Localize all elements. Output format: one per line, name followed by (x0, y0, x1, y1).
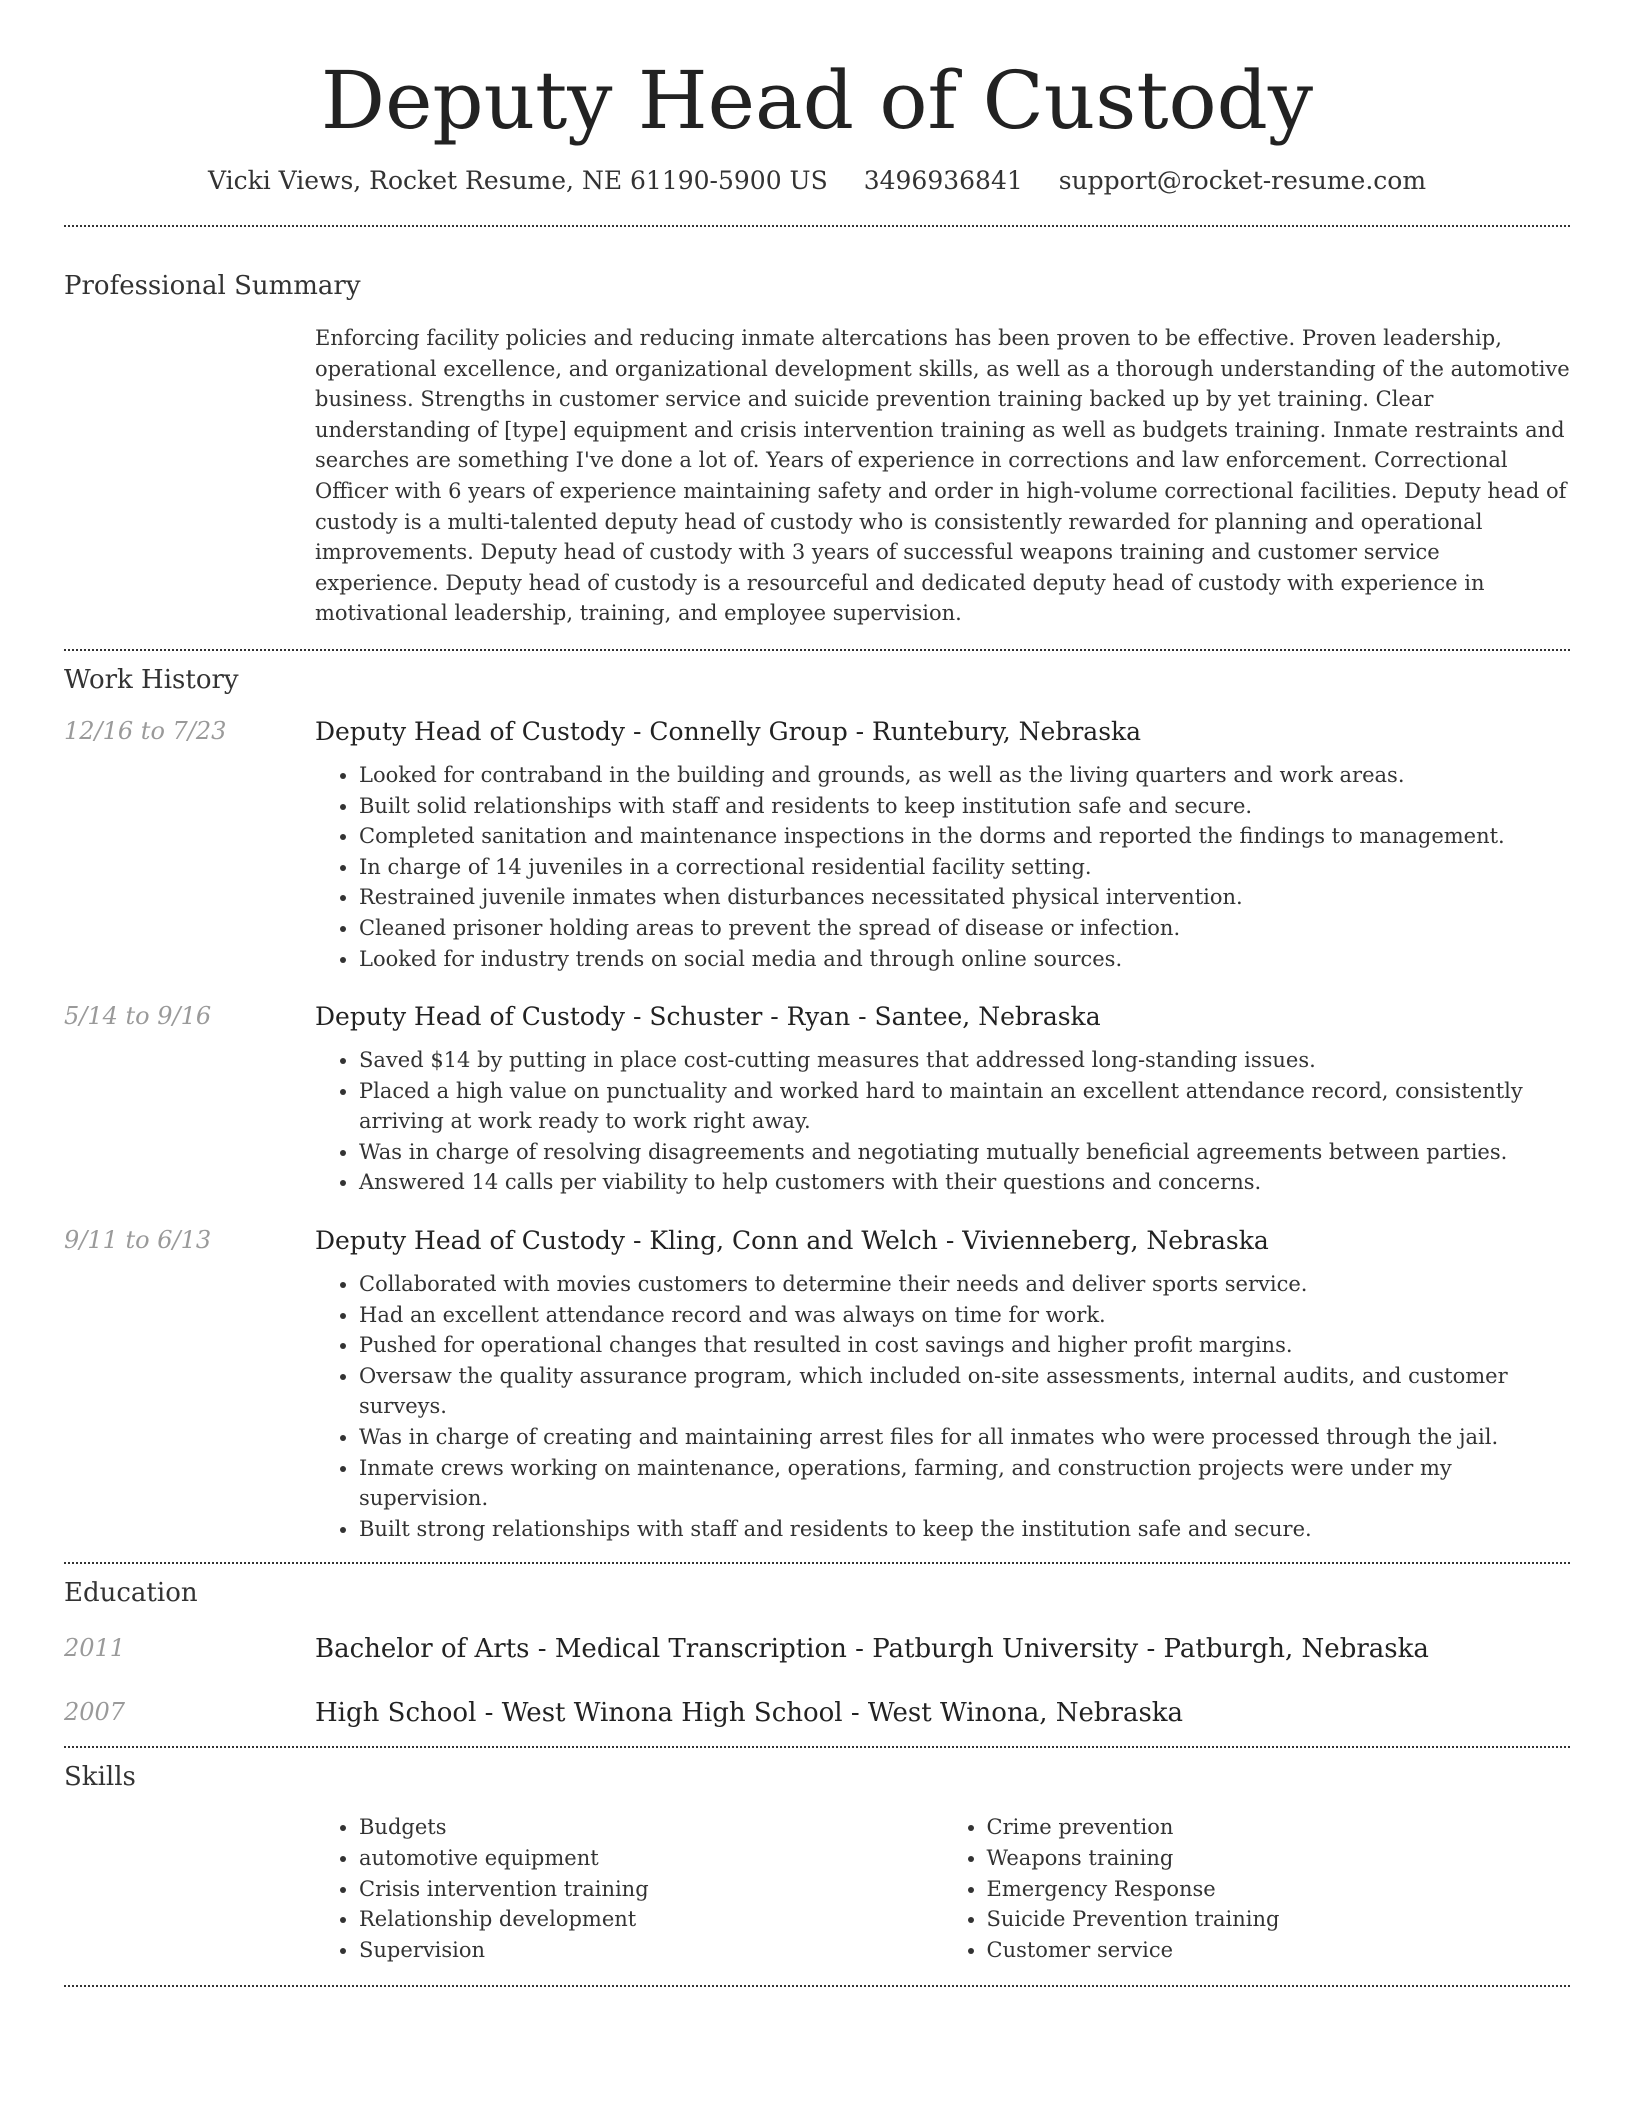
skills-spacer (64, 1812, 315, 1965)
job-bullets-col (315, 1269, 1570, 1544)
list-item: • Had an excellent attendance record and was always on time for work. (359, 1300, 1570, 1331)
job-bullets-col (315, 760, 1570, 974)
summary-heading: Professional Summary (64, 271, 361, 301)
job-bullets-row (64, 760, 1570, 974)
list-item: • Inmate crews working on maintenance, operations, farming, and construction projects were under my supervision. (359, 1453, 1570, 1514)
skill-item: • Customer service (987, 1935, 1571, 1966)
resume-page (64, 0, 1570, 1987)
section-divider (64, 1746, 1570, 1748)
education-heading: Education (64, 1578, 198, 1609)
list-item: • In charge of 14 juveniles in a correctional residential facility setting. (359, 852, 1570, 883)
education-degree: High School - West Winona High School - West Winona, Nebraska (315, 1698, 1184, 1729)
skill-item: • Crime prevention (987, 1812, 1571, 1843)
job-header (64, 1226, 1570, 1255)
skill-item: • Supervision (359, 1935, 943, 1966)
job-entry (64, 1002, 1570, 1198)
skill-item: • Suicide Prevention training (987, 1904, 1571, 1935)
job-dates: 9/11 to 6/13 (64, 1226, 212, 1255)
job-header (64, 1002, 1570, 1031)
job-dates: 12/16 to 7/23 (64, 716, 227, 745)
skills-grid (315, 1812, 1570, 1965)
skills-heading: Skills (64, 1762, 136, 1793)
section-divider (64, 1562, 1570, 1564)
list-item: • Restrained juvenile inmates when disturbances necessitated physical intervention. (359, 882, 1570, 913)
skill-item: • Relationship development (359, 1904, 943, 1935)
list-item: • Cleaned prisoner holding areas to prevent the spread of disease or infection. (359, 913, 1570, 944)
skills-list-left (315, 1812, 943, 1965)
section-divider (64, 1985, 1570, 1987)
job-spacer (64, 760, 315, 974)
list-item: • Pushed for operational changes that resulted in cost savings and higher profit margins. (359, 1330, 1570, 1361)
skill-item: • Weapons training (987, 1843, 1571, 1874)
list-item: • Looked for industry trends on social media and through online sources. (359, 944, 1570, 975)
list-item: • Saved $14 by putting in place cost-cutting measures that addressed long-standing issues. (359, 1045, 1570, 1076)
list-item: • Built strong relationships with staff and residents to keep the institution safe and secure. (359, 1514, 1570, 1545)
summary-spacer (64, 323, 315, 629)
job-entry (64, 717, 1570, 974)
job-bullets (315, 760, 1570, 974)
job-bullets (315, 1045, 1570, 1198)
job-bullets (315, 1269, 1570, 1544)
education-year: 2011 (64, 1634, 126, 1663)
skill-item: • Budgets (359, 1812, 943, 1843)
job-title: Deputy Head of Custody - Connelly Group - Runtebury, Nebraska (315, 716, 1142, 746)
section-divider (64, 649, 1570, 651)
list-item: • Collaborated with movies customers to determine their needs and deliver sports service. (359, 1269, 1570, 1300)
skill-item: • Emergency Response (987, 1874, 1571, 1905)
contact-address: Vicki Views, Rocket Resume, NE 61190-5900 US (207, 166, 828, 195)
job-title: Deputy Head of Custody - Kling, Conn and Welch - Vivienneberg, Nebraska (315, 1226, 1269, 1256)
education-degree: Bachelor of Arts - Medical Transcription - Patburgh University - Patburgh, Nebraska (315, 1634, 1429, 1665)
contact-phone: 3496936841 (863, 166, 1023, 195)
list-item: • Placed a high value on punctuality and worked hard to maintain an excellent attendance record, consistently arriving at work ready to work right away. (359, 1076, 1570, 1137)
list-item: • Was in charge of resolving disagreements and negotiating mutually beneficial agreements between parties. (359, 1137, 1570, 1168)
skills-row (64, 1812, 1570, 1965)
job-header (64, 717, 1570, 746)
section-divider (64, 225, 1570, 227)
list-item: • Was in charge of creating and maintaining arrest files for all inmates who were processed through the jail. (359, 1422, 1570, 1453)
job-dates: 5/14 to 9/16 (64, 1002, 212, 1031)
job-bullets-row (64, 1045, 1570, 1198)
job-bullets-row (64, 1269, 1570, 1544)
education-year: 2007 (64, 1698, 126, 1727)
contact-info (64, 166, 1570, 195)
summary-row (64, 323, 1570, 629)
list-item: • Looked for contraband in the building and grounds, as well as the living quarters and work areas. (359, 760, 1570, 791)
job-title: Deputy Head of Custody - Schuster - Ryan - Santee, Nebraska (315, 1002, 1101, 1032)
contact-email: support@rocket-resume.com (1058, 166, 1427, 195)
list-item: • Built solid relationships with staff and residents to keep institution safe and secure. (359, 791, 1570, 822)
list-item: • Completed sanitation and maintenance inspections in the dorms and reported the findings to management. (359, 821, 1570, 852)
skills-list-right (943, 1812, 1571, 1965)
skill-item: • Crisis intervention training (359, 1874, 943, 1905)
list-item: • Answered 14 calls per viability to help customers with their questions and concerns. (359, 1167, 1570, 1198)
list-item: • Oversaw the quality assurance program, which included on-site assessments, internal audits, and customer surveys. (359, 1361, 1570, 1422)
job-bullets-col (315, 1045, 1570, 1198)
education-entry (64, 1698, 1570, 1728)
job-spacer (64, 1269, 315, 1544)
summary-text: Enforcing facility policies and reducing inmate altercations has been proven to be effective. Proven leadership, operational excellence, and organizational development skills, as well as a thorough understanding of the automotive business. Strengths in customer service and suicide prevention training backed up by yet training. Clear understanding of [type] equipment and crisis intervention training as well as budgets training. Inmate restraints and searches are something I've done a lot of. Years of experience in corrections and law enforcement. Correctional Officer with 6 years of experience maintaining safety and order in high-volume correctional facilities. Deputy head of custody is a multi-talented deputy head of custody who is consistently rewarded for planning and operational improvements. Deputy head of custody with 3 years of successful weapons training and customer service experience. Deputy head of custody is a resourceful and dedicated deputy head of custody with experience in motivational leadership, training, and employee supervision. (315, 326, 1570, 626)
work-history-heading: Work History (64, 664, 239, 695)
job-entry (64, 1226, 1570, 1544)
skill-item: • automotive equipment (359, 1843, 943, 1874)
job-spacer (64, 1045, 315, 1198)
resume-name: Deputy Head of Custody (320, 54, 1314, 147)
education-entry (64, 1634, 1570, 1664)
